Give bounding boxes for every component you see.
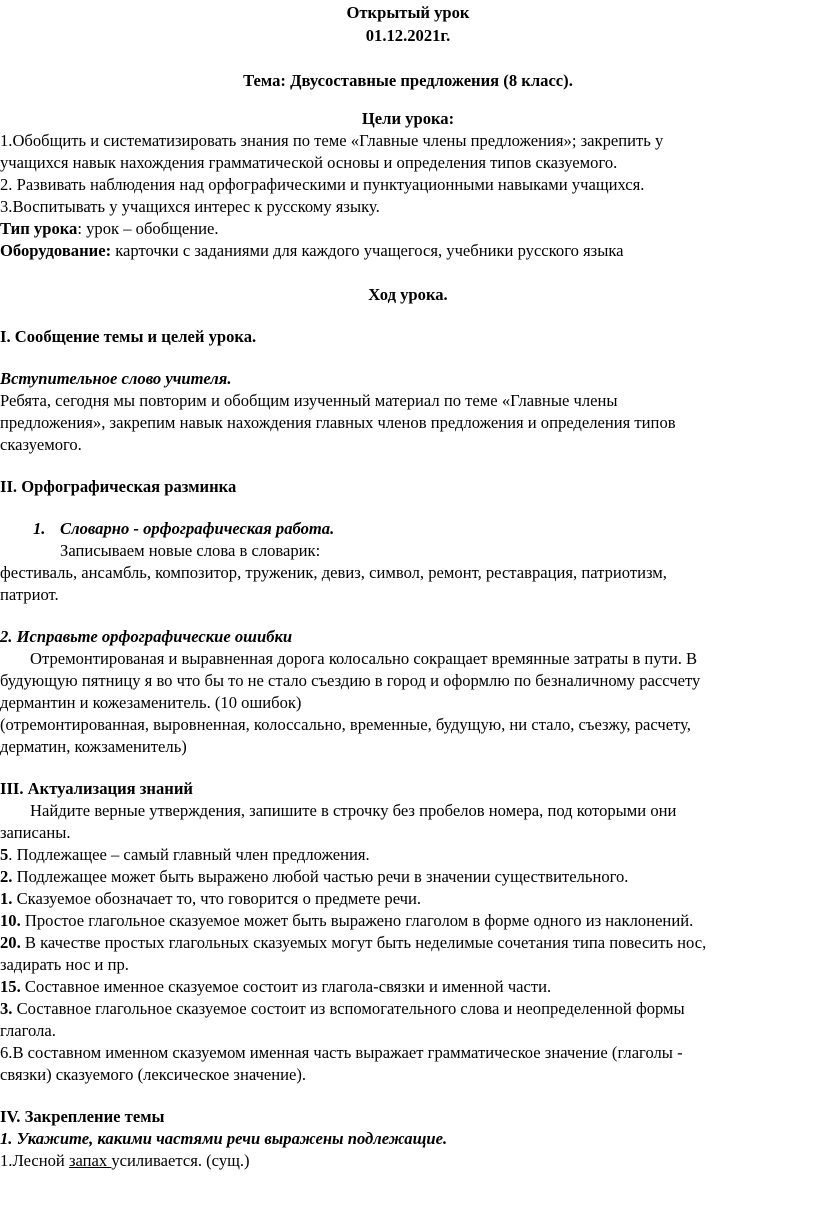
task-2-text: будующую пятницу я во что бы то не стало съездию в город и оформлю по безналичному рассчету bbox=[0, 671, 701, 690]
statement-text: 6.В составном именном сказуемом именная часть выражает грамматическое значение (глаголы - bbox=[0, 1043, 683, 1062]
equipment-label: Оборудование: bbox=[0, 241, 112, 260]
task-2-title: 2. Исправьте орфографические ошибки bbox=[0, 627, 293, 646]
task-2-text: Отремонтированая и выравненная дорога колосально сокращает времянные затраты в пути. В bbox=[30, 649, 698, 668]
task-1-words: патриот. bbox=[0, 585, 59, 604]
task-2-answer: дерматин, кожзаменитель) bbox=[0, 737, 187, 756]
statement-number: 2. bbox=[0, 867, 13, 886]
task-1-words: фестиваль, ансамбль, композитор, труженик, девиз, символ, ремонт, реставрация, патриотизм, bbox=[0, 563, 667, 582]
statement bbox=[0, 866, 628, 889]
task-2-text: дермантин и кожезаменитель. (10 ошибок) bbox=[0, 693, 302, 712]
statement-text: В качестве простых глагольных сказуемых могут быть неделимые сочетания типа повесить нос, bbox=[20, 933, 707, 952]
equipment bbox=[0, 240, 624, 263]
statement bbox=[0, 1042, 683, 1065]
statement bbox=[0, 1020, 56, 1043]
lesson-type-label: Тип урока bbox=[0, 219, 78, 238]
statement bbox=[0, 888, 421, 911]
goal-line: 3.Воспитывать у учащихся интерес к русскому языку. bbox=[0, 197, 380, 216]
statement-text: глагола. bbox=[0, 1021, 56, 1040]
section-1-text: Ребята, сегодня мы повторим и обобщим изученный материал по теме «Главные члены bbox=[0, 391, 618, 410]
course-heading: Ход урока. bbox=[368, 285, 448, 304]
lesson-topic: Тема: Двусоставные предложения (8 класс). bbox=[243, 71, 573, 90]
section-3-intro: Найдите верные утверждения, запишите в строчку без пробелов номера, под которыми они bbox=[30, 801, 677, 820]
statement-text: . Подлежащее – самый главный член предложения. bbox=[8, 845, 370, 864]
statement-number: 5 bbox=[0, 845, 9, 864]
goal-line: учащихся навык нахождения грамматической основы и определения типов сказуемого. bbox=[0, 153, 618, 172]
statement-text: Подлежащее может быть выражено любой частью речи в значении существительного. bbox=[12, 867, 629, 886]
statement-text: Сказуемое обозначает то, что говорится о предмете речи. bbox=[12, 889, 422, 908]
statement-number: 1. bbox=[0, 889, 13, 908]
statement-number: 15. bbox=[0, 977, 21, 996]
section-1-heading: I. Сообщение темы и целей урока. bbox=[0, 327, 257, 346]
example-subject: запах bbox=[68, 1151, 112, 1170]
section-1-subheading: Вступительное слово учителя. bbox=[0, 369, 232, 388]
task-1-intro: Записываем новые слова в словарик: bbox=[60, 541, 321, 560]
statement bbox=[0, 910, 693, 933]
statement-text: Составное глагольное сказуемое состоит из вспомогательного слова и неопределенной формы bbox=[12, 999, 685, 1018]
lesson-type bbox=[0, 218, 219, 241]
task-1-title: Словарно - орфографическая работа. bbox=[60, 519, 335, 538]
statement-text: Простое глагольное сказуемое может быть выражено глаголом в форме одного из наклонений. bbox=[20, 911, 694, 930]
section-2-heading: II. Орфографическая разминка bbox=[0, 477, 237, 496]
equipment-value: карточки с заданиями для каждого учащегося, учебники русского языка bbox=[111, 241, 624, 260]
statement bbox=[0, 1064, 306, 1087]
section-4-heading: IV. Закрепление темы bbox=[0, 1107, 165, 1126]
section-1-text: сказуемого. bbox=[0, 435, 82, 454]
goal-line: 1.Обобщить и систематизировать знания по теме «Главные члены предложения»; закрепить у bbox=[0, 131, 664, 150]
task-2-answer: (отремонтированная, выровненная, колоссально, временные, будущую, ни стало, съезжу, расчету, bbox=[0, 715, 691, 734]
section-3-intro: записаны. bbox=[0, 823, 71, 842]
goals-heading: Цели урока: bbox=[361, 109, 455, 128]
statement-number: 20. bbox=[0, 933, 21, 952]
task-1-number: 1. bbox=[33, 519, 46, 538]
statement bbox=[0, 954, 129, 977]
statement bbox=[0, 976, 551, 999]
statement bbox=[0, 844, 370, 867]
lesson-title: Открытый урок bbox=[346, 3, 470, 22]
statement-text: задирать нос и пр. bbox=[0, 955, 129, 974]
statement bbox=[0, 932, 706, 955]
example-text: усиливается. (сущ.) bbox=[111, 1151, 250, 1170]
lesson-type-value: : урок – обобщение. bbox=[77, 219, 219, 238]
example-text: 1.Лесной bbox=[0, 1151, 69, 1170]
section-1-text: предложения», закрепим навык нахождения главных членов предложения и определения типов bbox=[0, 413, 676, 432]
goal-line: 2. Развивать наблюдения над орфографическими и пунктуационными навыками учащихся. bbox=[0, 175, 645, 194]
section-4-task-title: 1. Укажите, какими частями речи выражены подлежащие. bbox=[0, 1129, 448, 1148]
statement-text: связки) сказуемого (лексическое значение). bbox=[0, 1065, 307, 1084]
lesson-date: 01.12.2021г. bbox=[365, 26, 451, 45]
statement-text: Составное именное сказуемое состоит из глагола-связки и именной части. bbox=[20, 977, 552, 996]
statement bbox=[0, 998, 685, 1021]
statement-number: 10. bbox=[0, 911, 21, 930]
statement-number: 3. bbox=[0, 999, 13, 1018]
section-4-example bbox=[0, 1150, 250, 1173]
section-3-heading: III. Актуализация знаний bbox=[0, 779, 193, 798]
